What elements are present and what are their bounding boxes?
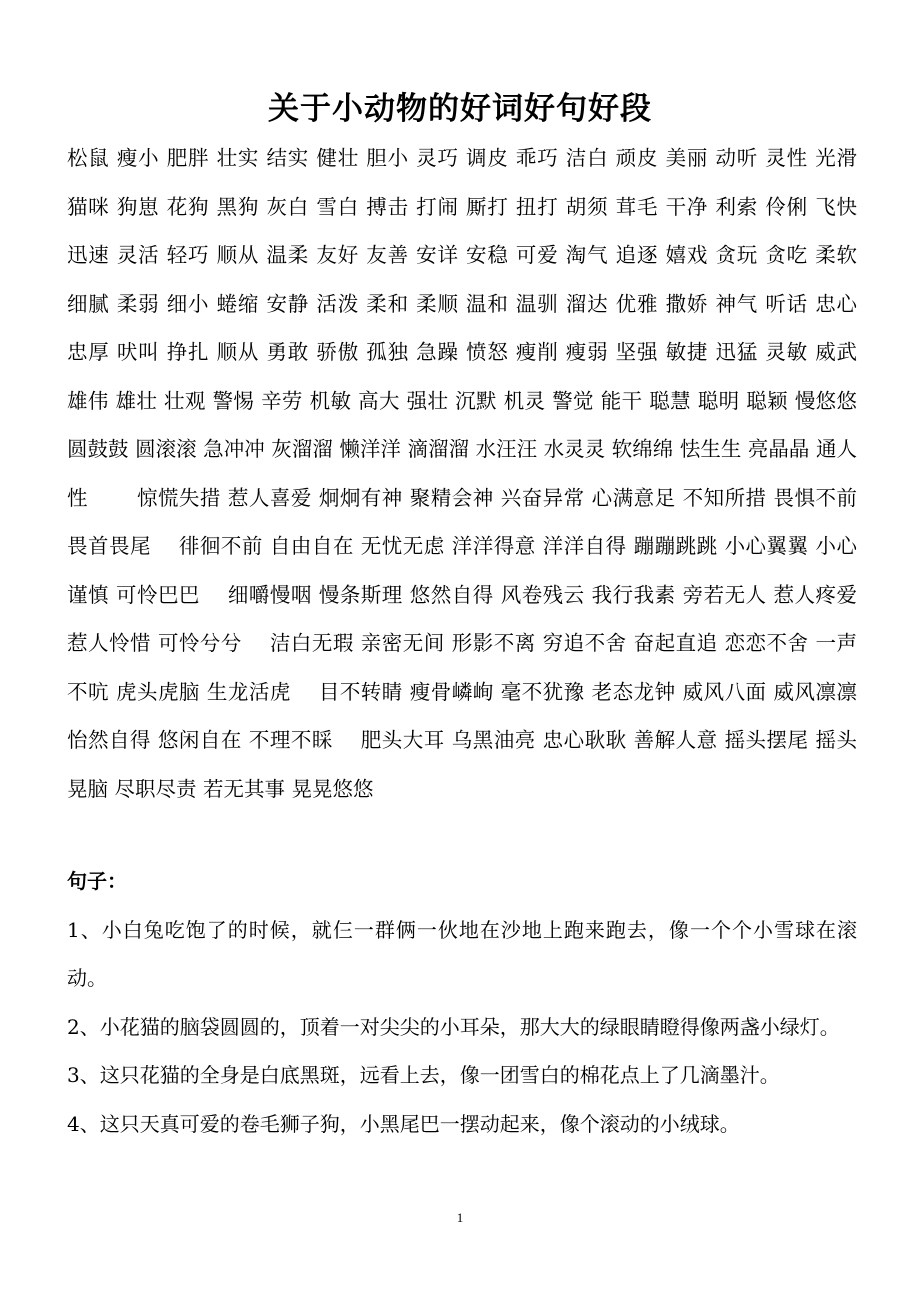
sentence-item: 2、小花猫的脑袋圆圆的，顶着一对尖尖的小耳朵，那大大的绿眼睛瞪得像两盏小绿灯。 [67, 1014, 840, 1039]
sentences-section [67, 857, 857, 1148]
sentences-header: 句子： [67, 869, 127, 893]
sentence-item: 4、这只天真可爱的卷毛狮子狗，小黑尾巴一摆动起来，像个滚动的小绒球。 [67, 1111, 740, 1136]
document-title: 关于小动物的好词好句好段 [268, 91, 652, 127]
sentence-item: 3、这只花猫的全身是白底黑斑，远看上去，像一团雪白的棉花点上了几滴墨汁。 [67, 1063, 780, 1087]
vocabulary-list: 松鼠 瘦小 肥胖 壮实 结实 健壮 胆小 灵巧 调皮 乖巧 洁白 顽皮 美丽 动听 灵性 光滑 猫咪 狗崽 花狗 黑狗 灰白 雪白 搏击 打闹 厮打 扭打 胡须 茸毛 干净 利索 伶俐 飞快 迅速 灵活 轻巧 顺从 温柔 友好 友善 安详 安稳 可爱 淘气 追逐 嬉戏 贪玩 贪吃 柔软 细腻 柔弱 细小 蜷缩 安静 活泼 柔和 柔顺 温和 温驯 溜达 优雅 撒娇 神气 听话 忠心 忠厚 吠叫 挣扎 顺从 勇敢 骄傲 孤独 急躁 愤怒 瘦削 瘦弱 坚强 敏捷 迅猛 灵敏 威武 雄伟 雄壮 壮观 警惕 辛劳 机敏 高大 强壮 沉默 机灵 警觉 能干 聪慧 聪明 聪颖 慢悠悠 圆鼓鼓 圆滚滚 急冲冲 灰溜溜 懒洋洋 滴溜溜 水汪汪 水灵灵 软绵绵 怯生生 亮晶晶 通人性 惊慌失措 惹人喜爱 炯炯有神 聚精会神 兴奋异常 心满意足 不知所措 畏惧不前 畏首畏尾 徘徊不前 自由自在 无忧无虑 洋洋得意 洋洋自得 蹦蹦跳跳 小心翼翼 小心谨慎 可怜巴巴 细嚼慢咽 慢条斯理 悠然自得 风卷残云 我行我素 旁若无人 惹人疼爱 惹人怜惜 可怜兮兮 洁白无瑕 亲密无间 形影不离 穷追不舍 奋起直追 恋恋不舍 一声不吭 虎头虎脑 生龙活虎 目不转睛 瘦骨嶙峋 毫不犹豫 老态龙钟 威风八面 威风凛凛 怡然自得 悠闲自在 不理不睬 肥头大耳 乌黑油亮 忠心耿耿 善解人意 摇头摆尾 摇头晃脑 尽职尽责 若无其事 晃晃悠悠 [67, 146, 905, 801]
page-number: 1 [456, 1210, 464, 1225]
sentence-item: 1、小白兔吃饱了的时候，就仨一群俩一伙地在沙地上跑来跑去，像一个个小雪球在滚动。 [67, 917, 857, 990]
